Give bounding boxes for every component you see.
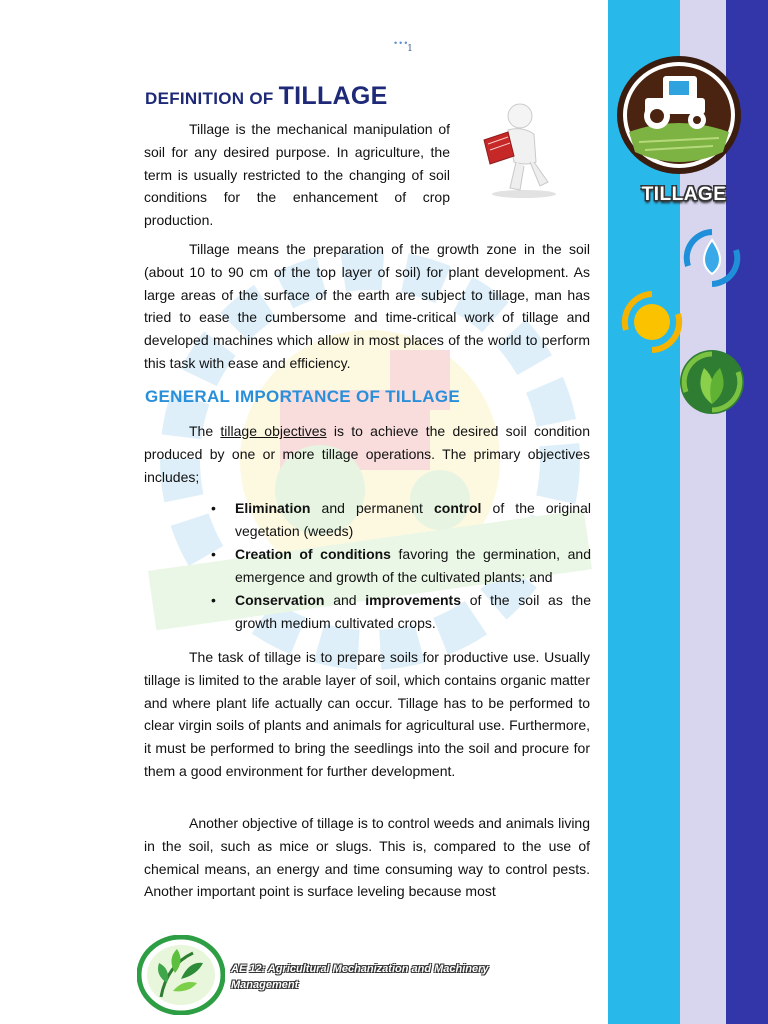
list-item [211, 589, 591, 635]
leaf-cycle-icon [674, 344, 750, 420]
page-ornament: ••• [394, 38, 410, 48]
section-heading: GENERAL IMPORTANCE OF TILLAGE [145, 387, 461, 406]
item-text: of the soil as the growth medium cultivated crops. [235, 592, 591, 631]
item-text: favoring the germination, and emergence and growth of the cultivated plants; and [235, 546, 591, 585]
lead-text-post: is to achieve the desired soil condition produced by one or more tillage operations. The primary objectives includes; [144, 423, 591, 485]
sidebar-tillage-label: TILLAGE [641, 184, 727, 205]
tractor-badge-icon [615, 54, 743, 176]
item-text: and [324, 592, 366, 609]
list-item [211, 543, 591, 589]
bold-term: Creation of conditions [235, 546, 391, 563]
bold-term: control [434, 500, 482, 516]
definition-heading [145, 82, 388, 111]
objectives-list [211, 497, 591, 635]
footer-line-1: AE 12: Agricultural Mechanization and Machinery [231, 963, 489, 975]
bold-term: Elimination [235, 500, 311, 516]
footer-line-2: Management [231, 979, 299, 991]
item-text: of the original vegetation (weeds) [235, 500, 591, 539]
tillage-objectives-link[interactable]: tillage objectives [220, 423, 327, 439]
page-number: 1 [407, 44, 413, 54]
heading-prefix: DEFINITION OF [145, 89, 279, 108]
body-paragraph: The task of tillage is to prepare soils for productive use. Usually tillage is limited to the arable layer of soil, which contains organic matter and where plant life actually can occur. Tillage has to be performed to clear virgin soils of plants and animals for agricultural use. Furthermore, it must be performed to bring the seedlings into the soil and procure for them a good environment for further development. [144, 649, 590, 779]
bold-term: improvements [365, 592, 461, 609]
intro-paragraph: Tillage is the mechanical manipulation of soil for any desired purpose. In agriculture, the term is usually restricted to the changing of soil conditions for the enhancement of crop production. [144, 121, 450, 229]
list-item [211, 497, 591, 543]
footer-course-title [231, 961, 489, 993]
body-paragraph: Another objective of tillage is to control weeds and animals living in the soil, such as mice or slugs. This is, compared to the use of chemical means, an energy and time consuming way to control pests. Another important point is surface leveling because most [144, 815, 590, 900]
item-text: and permanent [310, 500, 434, 516]
lead-text-pre: The [189, 423, 221, 439]
heading-emphasis: TILLAGE [278, 82, 388, 110]
footer-leaf-logo-icon [137, 935, 225, 1015]
intro-paragraph: Tillage means the preparation of the growth zone in the soil (about 10 to 90 cm of the top layer of soil) for plant development. As large areas of the surface of the earth are subject to tillage, man has tried to ease the cumbersome and time-critical work of tillage and developed machines which allow in most places of the world to perform this task with ease and efficiency. [144, 241, 590, 371]
section-lead-paragraph [144, 420, 590, 488]
bold-term: Conservation [235, 592, 325, 609]
